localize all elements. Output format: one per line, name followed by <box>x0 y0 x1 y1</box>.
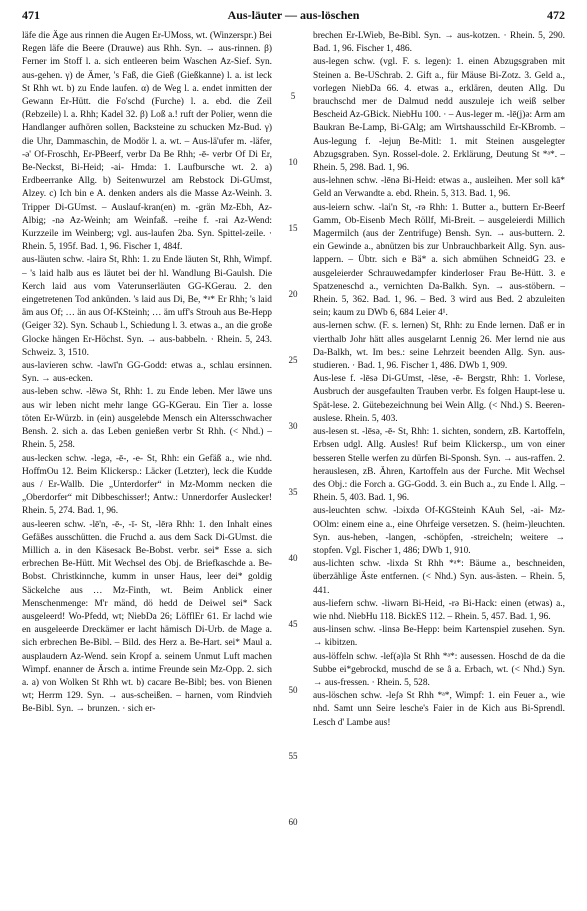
entry-aus-loeschen: aus-löschen schw. -leʃə St Rhh *ᵃ*, Wimpf: 1. ein Feuer a., wie nhd. Samt unn Seire lesche's Faier in de Kich aus Bi-Sprendl. Lesch d' Lambe aus! <box>313 691 565 728</box>
line-number: 55 <box>288 751 298 761</box>
entry-aus-leben: aus-leben schw. -lēwə St, Rhh: 1. zu Ende leben. Mer lāwe uns aus wir leben nicht mehr lange GG-KGerau. Ein Tier a. losse töten Er-Würzb. in (ein) ausgelebde Mensch ein Altersschwacher Bensh. 2. sich a. das Leben genießen verbr St Rhh. (< Nhd.) – Rhein. 5, 258. <box>22 387 272 451</box>
line-number: 15 <box>288 223 298 233</box>
entry-aus-lehnen: aus-lehnen schw. -lēnə Bi-Heid: etwas a., ausleihen. Mer soll kā* Geld an Verwandte a. ebd. Rhein. 5, 313. Bad. 1, 96. <box>313 176 565 200</box>
entry-aus-liefern: aus-liefern schw. -liwərn Bi-Heid, -rə Bi-Hack: einen (etwas) a., wie nhd. NiebHu 118. BickES 112. – Rhein. 5, 457. Bad. 1, 96. <box>313 598 565 622</box>
line-number: 35 <box>288 487 298 497</box>
entry-aus-leeren: aus-leeren schw. -lē'n, -ē-, -ī- St, -lērə Rhh: 1. den Inhalt eines Gefäßes ausschütten. die Fruchd a. aus dem Sack Di-GUmst. die Millich a. in den Käsesack Be-Bobst. verbr. sei* Esse a. sich erbrechen Be-Hütt. Mit Wechsel des Obj. de Briefkaschde a. Be-Bobst. Christkinnche, kumm in unser Haus, leer dei* goldig Säckelche aus … Mz-Finth, wt. Beim Anblick einer Menschenmenge: M'r mänd, dö hedd de Deiwel sei* Sack ausgeleerd! Wo-Pfedd, wt; NiebDa 26; LöfflEr 61. Er lachd wie en ausgeleerde Dreckämer er lacht hämisch Di-Urb. de Mage a. sich erbrechen Be-Bibl. – Bild. des Herz a. Be-Hart. sei* Maul a. ausplaudern Az-Wend. sein Kropf a. seinem Unmut Luft machen Wimpf. enanner de Ärsch a. intime Freunde sein Mz-Opp. 2. sich a. a) von Wolken St Rhh wt. b) cacare Be-Bibl; bes. von Bienen wt; Herrm 129. Syn. → aus-scheißen. – harnen, vom Rindvieh Be-Bibl. Syn. → brunzen. · sich er- <box>22 519 272 715</box>
line-number: 40 <box>288 553 298 563</box>
running-header <box>22 8 565 28</box>
left-column <box>22 30 272 906</box>
line-number: 10 <box>288 157 298 167</box>
entry-aus-lavieren: aus-lavieren schw. -lawī'n GG-Godd: etwas a., schlau ersinnen. Syn. → aus-ecken. <box>22 361 272 385</box>
line-number-gutter <box>282 30 304 906</box>
line-number: 50 <box>288 685 298 695</box>
entry-aus-loeffeln: aus-löffeln schw. -lef(ə)lə St Rhh *ᵃ*: ausessen. Hoschd de da die Subbe ei*gebrockd, muschd de se â a. Erbach, wt. (< Nhd.) Syn. → aus-fressen. · Rhein. 5, 528. <box>313 651 565 688</box>
entry-aus-laeuten: aus-läuten schw. -lairə St, Rhh: 1. zu Ende läuten St, Rhh, Wimpf. – 's laid halb aus es läutet bei der hl. Wandlung Bi-Gaulsh. Die Kerch laid aus vom Vaterunserläuten GG-KGerau. 2. den eingetretenen Tod ankünden. 's laid aus Di, Be, *ᵃ* Er Rhh; 's laid äm aus Of; … än aus Of-KSteinh; … äm uff's Strouh aus Be-Hepp (Geiger 32). Syn. Schaub l., Schiedung l. 3. etwas a., an die große Glocke hängen Er-Höchst. Syn. → aus-babbeln. · Rhein. 5, 243. Schweiz. 3, 1510. <box>22 255 272 358</box>
line-number: 30 <box>288 421 298 431</box>
line-number: 45 <box>288 619 298 629</box>
entry-aus-lese: Aus-lese f. -lēsə Di-GUmst, -lēse, -ē- Bergstr, Rhh: 1. Vorlese, Ausbruch der ausgefaulten Trauben verbr. Es folgen Haupt-lese u. Spät-lese. 2. Gütebezeichnung bei Wein Allg. (< Nhd.) S. Beeren-auslese. Rhein. 5, 403. <box>313 374 565 424</box>
right-column <box>313 30 565 906</box>
running-title: Aus-läuter — aus-löschen <box>227 8 360 22</box>
page-number-left: 471 <box>22 8 40 22</box>
line-number: 5 <box>290 91 296 101</box>
entry-paragraph: läfe die Äge aus rinnen die Augen Er-UMoss, wt. (Winzerspr.) Bei Regen läfe die Beere (Drauwe) aus Rhh. Syn. → aus-rinnen. β) Ferner im Stoff l. a. sich entleeren beim Waschen Az-Sief. Syn. aus-gehen. γ) de Ämer, 's Faß, die Gieß (Gießkanne) l. a. ist leck St Rhh wt. b) zu Ende laufen. α) de Weg l. a. endet inmitten der Gewann Er-Hütt. die Fo'schd (Furche) l. a. ebd. die Zeil (Rebzeile) l. a. Rhh; Kadel 32. β) Loß a.! ruft der Polier, wenn die Handlanger aufhören sollen, Backsteine zu schucken Mz-Bud. γ) die Uhr, Dammaschin, de Modör l. a. wt. – Aus-lä'ufer m. -läfer, -ə' Of-Froschh, Er-PBeerf, verbr Da Be Rhh; -ē- verbr Of Di Er, Be-Neckst, Bi-Heid; -ai- Hmda: 1. Laufbursche wt. 2. a) Erdbeerranke Allg. b) Seitenwurzel am Rebstock Di-GUmst, Alzey. c) Ich bin e A. denken anders als die Masse Az-Weinh. 3. Tripper Di-GUmst. – Auslauf-kran(en) m. -grän Mz-Ebh, Az-Albig; -nə Az-Weinh; am Weinfaß. –reihe f. -rai Az-Wend: Kurzzeile im Weinberg; vgl. aus-laufen 2ba. Syn. Spittel-zeile. · Rhein. 5, 195f. Bad. 1, 96. Fischer 1, 484f. <box>22 31 272 253</box>
entry-aus-lichten: aus-lichten schw. -lixdə St Rhh *ᵃ*: Bäume a., beschneiden, überzählige Äste entfernen. (< Nhd.) Syn. aus-ästen. – Rhein. 5, 441. <box>313 559 565 596</box>
entry-aus-lernen: aus-lernen schw. (F. s. lernen) St, Rhh: zu Ende lernen. Daß er in vierthalb Johr hätt alles ausgelarnt Lennig 26. Mer lernd nie aus Da-Balkh, wt. Im bes.: seine Lehrzeit beenden Allg. Syn. aus-studieren. · Bad. 1, 96. Fischer 1, 486. DWb 1, 909. <box>313 321 565 372</box>
line-number: 20 <box>288 289 298 299</box>
entry-aus-legen: aus-legen schw. (vgl. F. s. legen): 1. einen Abzugsgraben mit Steinen a. Be-USchrab. 2. Gift a., für Mäuse Bi-Zotz. 3. Geld a., vorlegen NiebDa 66. 4. etwas a., erklären, deuten Allg. Du brauchschd mer de Dalmud nedd auszuleje ich weiß selber Bescheid Az-GBick. NiebHu 100. · – Aus-leger m. -lē(j)ə: Arm am Baukran Be-Lamp, Bi-GAlg; am Wirtshausschild Er-KBromb. – Aus-legung f. -lejuŋ Be-Mitl: 1. mit Steinen ausgelegter Abzugsgraben. Syn. Rossel-dole. 2. Erklärung, Deutung St *ᵃ*. – Rhein. 5, 298. Bad. 1, 96. <box>313 57 565 174</box>
page-number-right: 472 <box>547 8 565 22</box>
entry-continuation: brechen Er-LWieb, Be-Bibl. Syn. → aus-kotzen. · Rhein. 5, 290. Bad. 1, 96. Fischer 1, 486. <box>313 31 565 55</box>
entry-aus-lesen: aus-lesen st. -lēsə, -ē- St, Rhh: 1. sichten, sondern, zB. Kartoffeln, Erbsen udgl. Allg. Ausles! Ruf beim Klickersp., um von einer besseren Stelle werfen zu dürfen Bi-Sponsh. Syn. → aus-raffen. 2. herauslesen, zB. Ähren, Kartoffeln aus der Furche. Mit Wechsel des Obj.: die Forch a. GG-Godd. 3. ein Buch a., zu Ende l. Allg. – Rhein. 5, 403. Bad. 1, 96. <box>313 427 565 504</box>
line-number: 25 <box>288 355 298 365</box>
line-number: 60 <box>288 817 298 827</box>
entry-aus-lecken: aus-lecken schw. -legə, -ē-, -e- St, Rhh: ein Gefäß a., wie nhd. HoffmOu 12. Beim Klickersp.: Läcker (Letzter), leck die Kudde aus / Er-Wallb. Die „Unterdorfer“ in Mz-Momm necken die „Oberdorfer“ mit Dibbeschisser!; Antw.: Unnerdorfer Auslecker! Rhein. 5, 274. Bad. 1, 96. <box>22 453 272 517</box>
entry-aus-leuchten: aus-leuchten schw. -lɔixdə Of-KGSteinh KAuh Sel, -ai- Mz-OOlm: einem eine a., eine Ohrfeige versetzen. S. (heim-)leuchten. Syn. aus-heben, -langen, -schöpfen, -streicheln; weitere → stopfen. Vgl. Fischer 1, 486; DWb 1, 910. <box>313 506 565 556</box>
entry-aus-linsen: aus-linsen schw. -linsə Be-Hepp: beim Kartenspiel zusehen. Syn. → kibitzen. <box>313 625 565 649</box>
entry-aus-leiern: aus-leiern schw. -lai'n St, -rə Rhh: 1. Butter a., buttern Er-Beerf Gamm, Ob-Eisenb Mech Röllf, Mi-Breit. – ausgeleierdi Millich Magermilch (aus der Zentrifuge) Bensh. Syn. → aus-buttern. 2. ein Gewinde a., abnützen bis zur Unbrauchbarkeit Allg. Syn. aus-lappern. – Übtr. sich e Bä* a. sich abmühen SchneidG 23. e ausgeleierder Schrauwedampfer kinderloser Frau Be-Hütt. 3. e Spatzeneschd a., vernichten Da-Balkh. Syn. → aus-stöbern. – Rhein. 5, 362. Bad. 1, 96. – Bed. 3 wird aus Bed. 2 abzuleiten sein; kaum zu DWb 6, 684 Leier 4¹. <box>313 202 565 319</box>
